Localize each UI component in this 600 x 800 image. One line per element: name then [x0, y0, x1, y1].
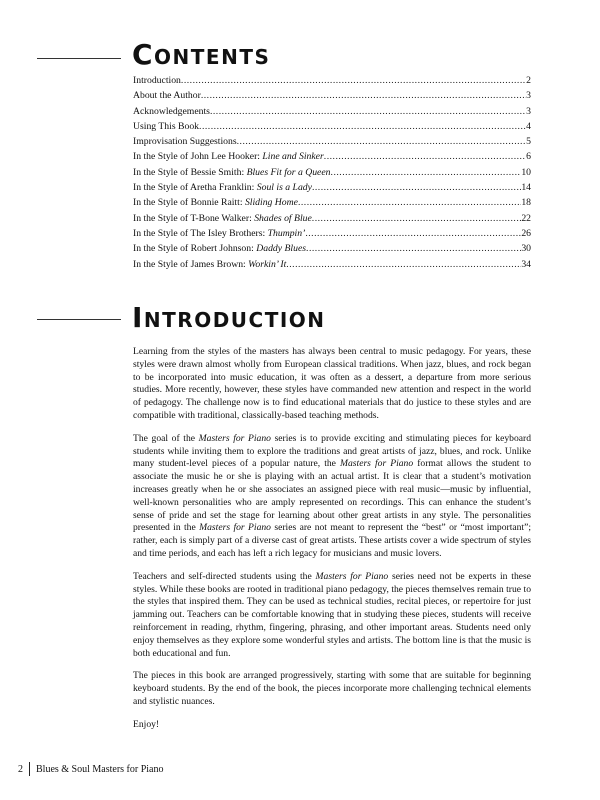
- toc-leader-dots: [201, 90, 526, 101]
- toc-entry-title-text: In the Style of Bonnie Raitt:: [133, 197, 245, 209]
- series-title: Masters for Piano: [198, 432, 271, 444]
- toc-entry-title: [133, 197, 298, 208]
- book-title: Blues & Soul Masters for Piano: [36, 763, 164, 775]
- toc-entry-song-title: Blues Fit for a Queen: [246, 166, 331, 178]
- toc-entry-page: 22: [521, 212, 531, 224]
- page-number: 2: [18, 763, 23, 775]
- toc-entry: [133, 90, 531, 105]
- toc-entry: [133, 167, 531, 182]
- toc-entry-page: 26: [521, 227, 531, 239]
- paragraph-text: series need not be experts in these styles. While these books are rooted in traditional piano pedagogy, the pieces themselves remain true to the styles that inspired them. They can be used as technical studies, recital pieces, or repertoire for just jamming out. Teachers can be comfortable knowing that in studying these pieces, students will receive reinforcement in reading, rhythm, fingering, phrasing, and other important areas. Students need only enjoy themselves as they explore some wonderful styles and artists. The bottom line is that the music is both educational and fun.: [133, 570, 531, 659]
- toc-entry-page: 2: [526, 75, 531, 86]
- toc-entry-title: [133, 121, 199, 132]
- toc-entry: [133, 182, 531, 197]
- toc-entry-title-text: In the Style of The Isley Brothers:: [133, 227, 268, 239]
- toc-entry-page: 3: [526, 90, 531, 102]
- introduction-heading-rule: [37, 319, 121, 320]
- introduction-paragraph: [133, 571, 531, 661]
- toc-entry-title: [133, 90, 201, 101]
- toc-entry-song-title: Shades of Blue: [254, 212, 312, 224]
- introduction-paragraph: [133, 719, 531, 732]
- toc-entry-song-title: Sliding Home: [244, 197, 298, 209]
- toc-entry-title-text: Using This Book: [133, 120, 200, 132]
- toc-leader-dots: [306, 243, 521, 254]
- toc-leader-dots: [286, 259, 521, 270]
- toc-entry-song-title: Thumpin’: [267, 227, 306, 239]
- series-title: Masters for Piano: [340, 458, 414, 470]
- toc-leader-dots: [324, 151, 526, 162]
- toc-entry-page: 30: [521, 243, 531, 255]
- toc-entry-title-text: In the Style of Aretha Franklin:: [133, 182, 257, 194]
- paragraph-text: The pieces in this book are arranged progressively, starting with some that are suitable for beginning keyboard students. By the end of the book, the pieces incorporate more challenging technical elements and stylistic nuances.: [133, 670, 531, 707]
- toc-leader-dots: [199, 121, 526, 132]
- toc-leader-dots: [312, 182, 521, 193]
- toc-entry-title-text: Improvisation Suggestions: [133, 136, 237, 148]
- toc-entry: [133, 136, 531, 151]
- toc-entry-page: 18: [521, 197, 531, 209]
- introduction-paragraph: [133, 346, 531, 423]
- toc-entry-title-text: In the Style of Bessie Smith:: [133, 166, 247, 178]
- toc-entry: [133, 213, 531, 228]
- toc-entry-song-title: Soul is a Lady: [256, 182, 312, 194]
- introduction-body: [133, 346, 531, 742]
- toc-entry-title-text: In the Style of James Brown:: [133, 258, 249, 270]
- toc-entry-page: 4: [526, 120, 531, 132]
- paragraph-text: format allows the student to associate the music he or she is playing with an actual artist. It is clear that a student’s motivation increases greatly when he or she associates an assigned piece with real music—music by influential, well-known personalities who are amply represented on recordings. This can enhance the student’s sense of pride and set the stage for learning about other great artists in any style. The personalities presented in the: [133, 458, 531, 534]
- series-title: Masters for Piano: [315, 570, 389, 582]
- toc-entry-title: [133, 182, 312, 193]
- toc-entry-title-text: About the Author: [133, 90, 201, 102]
- introduction-paragraph: [133, 433, 531, 561]
- contents-heading-rule: [37, 58, 121, 59]
- introduction-heading: Introduction: [132, 301, 326, 334]
- paragraph-text: series is to provide exciting and stimulating pieces for keyboard students while inviting them to explore the traditions and great artists of jazz, blues, and rock. Unlike many student-level pieces of a popular nature, the: [133, 432, 531, 470]
- toc-entry-title: [133, 106, 210, 117]
- toc-entry: [133, 121, 531, 136]
- toc-leader-dots: [331, 167, 522, 178]
- toc-leader-dots: [298, 197, 521, 208]
- toc-entry: [133, 259, 531, 274]
- toc-entry-song-title: Workin’ It: [248, 258, 287, 270]
- toc-entry-title: [133, 151, 324, 162]
- paragraph-text: series are not meant to represent the “best” or “most important”; rather, each is simply part of a diverse cast of great artists. These artists cover a wide spectrum of styles and time periods, and each has left a rich legacy for musicians and music lovers.: [133, 522, 532, 559]
- toc-entry-title: [133, 213, 312, 224]
- toc-leader-dots: [237, 136, 527, 147]
- toc-entry: [133, 228, 531, 243]
- toc-entry-page: 10: [521, 166, 531, 178]
- toc-entry-page: 5: [526, 136, 531, 148]
- toc-entry-title-text: In the Style of T-Bone Walker:: [133, 212, 255, 224]
- footer-divider: [29, 762, 30, 776]
- toc-entry-title-text: In the Style of Robert Johnson:: [133, 243, 257, 255]
- toc-leader-dots: [181, 75, 526, 86]
- toc-entry-title: [133, 228, 305, 239]
- toc-entry-title: [133, 136, 237, 147]
- introduction-paragraph: [133, 670, 531, 708]
- paragraph-text: Teachers and self-directed students using the: [133, 570, 316, 582]
- toc-leader-dots: [210, 106, 526, 117]
- toc-entry-song-title: Line and Sinker: [262, 151, 324, 163]
- toc-entry-title-text: Acknowledgements: [133, 105, 210, 117]
- toc-entry: [133, 197, 531, 212]
- table-of-contents: [133, 75, 531, 274]
- toc-leader-dots: [312, 213, 522, 224]
- toc-leader-dots: [305, 228, 521, 239]
- toc-entry-page: 34: [521, 258, 531, 270]
- toc-entry-title-text: Introduction: [133, 75, 181, 86]
- toc-entry-page: 6: [526, 151, 531, 163]
- toc-entry-title-text: In the Style of John Lee Hooker:: [133, 151, 263, 163]
- toc-entry-title: [133, 167, 331, 178]
- contents-heading: Contents: [132, 38, 271, 71]
- page-footer: [18, 762, 164, 776]
- toc-entry-page: 3: [526, 105, 531, 117]
- toc-entry: [133, 243, 531, 258]
- paragraph-text: The goal of the: [133, 432, 199, 444]
- paragraph-text: Learning from the styles of the masters has always been central to music pedagogy. For years, these styles were drawn almost wholly from European classical traditions. When jazz, blues, and rock began to be incorporated into music education, it was often as a dessert, a departure from more serious studies. More recently, however, these styles have commanded new attention and respect in the world of pedagogy. The challenge now is to find educational materials that do justice to these styles and are compatible with traditional, classically-based teaching methods.: [133, 346, 531, 421]
- toc-entry: [133, 106, 531, 121]
- toc-entry-song-title: Daddy Blues: [256, 243, 307, 255]
- toc-entry-title: [133, 259, 286, 270]
- toc-entry-title: [133, 243, 306, 254]
- paragraph-text: Enjoy!: [133, 718, 160, 730]
- toc-entry: [133, 151, 531, 166]
- toc-entry: [133, 75, 531, 90]
- toc-entry-title: [133, 75, 181, 86]
- toc-entry-page: 14: [521, 182, 531, 194]
- series-title: Masters for Piano: [199, 522, 271, 534]
